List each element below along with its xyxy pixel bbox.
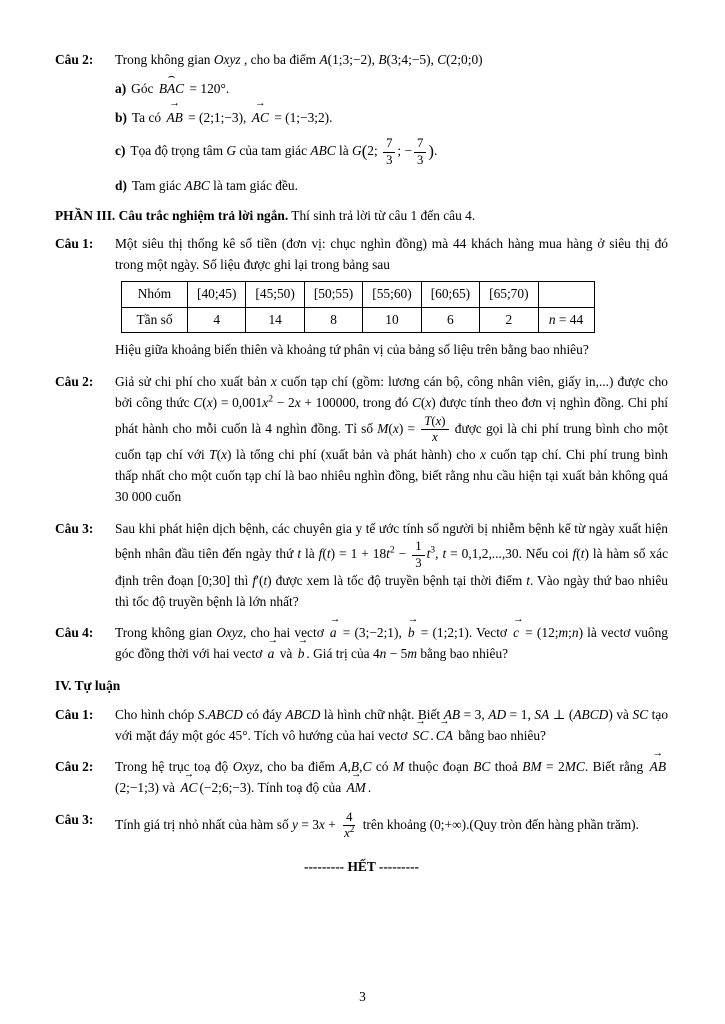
question-text: Tính giá trị nhỏ nhất của hàm số y = 3x + $\frac{4}{x^2}$ trên khoảng (0;+∞).(Quy tròn đến hàng phần trăm).	[115, 809, 639, 841]
statement-label: d)	[115, 177, 127, 193]
question-body	[115, 519, 668, 615]
statement-label: c)	[115, 143, 126, 159]
question-text: Trong không gian Oxyz, cho hai vectơ → a = (3;−2;1), → b = (1;2;1). Vectơ → c = (12;m;n) là vectơ vuông góc đồng thời với hai vectơ → a và → b . Giá trị của 4n − 5m bằng bao nhiêu?	[115, 623, 668, 665]
table-header-cell: [60;65)	[421, 281, 479, 307]
part4-header: IV. Tự luận	[55, 678, 121, 693]
question-number: Câu 1:	[55, 236, 94, 252]
page-number: 3	[359, 989, 366, 1005]
table-header-cell: [55;60)	[363, 281, 421, 307]
question-part3-cau2	[55, 372, 668, 509]
table-header-cell: Nhóm	[122, 281, 188, 307]
end-marker: --------- HẾT ---------	[304, 859, 419, 875]
question-text: Giả sử chi phí cho xuất bản x cuốn tạp chí (gồm: lương cán bộ, công nhân viên, giấy in,...) được cho bởi công thức $C(x) = 0,001x^2 - 2x + 100000$, trong đó C(x) được tính theo đơn vị nghìn đồng. Chi phí phát hành cho mỗi cuốn là 4 nghìn đồng. Tỉ số M(x) = $\frac{T(x)}{x}$ được gọi là chi phí trung bình cho một cuốn tạp chí với T(x) là tổng chi phí (xuất bản và phát hành) cho x cuốn tạp chí. Chi phí trung bình thấp nhất cho một cuốn tạp chí là bao nhiêu nghìn đồng, biết rằng nhu cầu hiện tại xuất bản không quá 30 000 cuốn	[115, 374, 669, 504]
question-number: Câu 2:	[55, 759, 94, 775]
statement-label: a)	[115, 80, 127, 96]
question-body	[115, 757, 668, 801]
table-row	[122, 307, 595, 333]
statement-b	[115, 108, 668, 129]
statement-d	[115, 176, 668, 197]
question-part4-cau3	[55, 810, 668, 844]
question-text: Một siêu thị thống kê số tiền (đơn vị: chục nghìn đồng) mà 44 khách hàng mua hàng ở siêu thị đó trong một ngày. Số liệu được ghi lại trong bảng sau	[115, 236, 668, 273]
question-text: Sau khi phát hiện dịch bệnh, các chuyên gia y tế ước tính số người bị nhiễm bệnh kể từ ngày xuất hiện bệnh nhân đầu tiên đến ngày thứ t là $f(t) = 1 + 18t^2$ − $\frac{1}{3}$ $t^3$, t = 0,1,2,...,30. Nếu coi f(t) là hàm số xác định trên đoạn [0;30] thì f′(t) được xem là tốc độ truyền bệnh tại thời điểm t. Vào ngày thứ bao nhiêu thì tốc độ truyền bệnh là lớn nhất?	[115, 520, 669, 609]
table-cell: Tần số	[122, 307, 188, 333]
question-part3-cau1	[55, 234, 668, 363]
question-number: Câu 4:	[55, 625, 94, 641]
table-header-cell	[538, 281, 594, 307]
table-header-cell: [40;45)	[188, 281, 246, 307]
table-header-cell: [65;70)	[480, 281, 538, 307]
statement-c	[115, 136, 668, 168]
table-header-cell: [50;55)	[304, 281, 362, 307]
question-text: Cho hình chóp S.ABCD có đáy ABCD là hình chữ nhật. Biết AB = 3, AD = 1, SA ⊥ (ABCD) và SC tạo với mặt đáy một góc 45°. Tích vô hướng của hai vectơ → SC . → CA bằng bao nhiêu?	[115, 705, 668, 747]
statement-text: Tam giác ABC là tam giác đều.	[131, 177, 298, 193]
table-cell: 6	[421, 307, 479, 333]
question-part3-cau3	[55, 519, 668, 615]
part3-header: PHẦN III. Câu trắc nghiệm trả lời ngắn. Thí sinh trả lời từ câu 1 đến câu 4.	[55, 207, 476, 223]
question-body	[115, 234, 668, 363]
question-text: Trong không gian Oxyz , cho ba điểm A(1;3;−2), B(3;4;−5), C(2;0;0)	[115, 52, 483, 67]
statement-label: b)	[115, 109, 127, 125]
question-text: Trong hệ trục toạ độ Oxyz, cho ba điểm A,B,C có M thuộc đoạn BC thoả BM = 2MC. Biết rằng → AB(2;−1;3) và → AC (−2;6;−3). Tính toạ độ của → AM .	[115, 757, 668, 799]
statement-a	[115, 79, 668, 100]
table-cell: 8	[304, 307, 362, 333]
question-body	[115, 705, 668, 749]
question-body	[115, 623, 668, 667]
table-cell: 2	[480, 307, 538, 333]
table-cell-n: n = 44	[538, 307, 594, 333]
frequency-table	[121, 281, 595, 334]
statement-text: Tọa độ trọng tâm G của tam giác ABC là G(2; $\frac{7}{3}$ ; − $\frac{7}{3}$ ).	[130, 136, 438, 167]
table-row	[122, 281, 595, 307]
question-number: Câu 1:	[55, 706, 94, 722]
question-text: Hiệu giữa khoảng biến thiên và khoảng tứ phân vị của bảng số liệu trên bằng bao nhiêu?	[115, 342, 589, 358]
question-number: Câu 3:	[55, 811, 94, 827]
question-part4-cau2	[55, 757, 668, 801]
statement-text: Ta có → AB = (2;1;−3), → AC = (1;−3;2).	[132, 110, 333, 125]
question-body	[115, 372, 668, 509]
question-body	[115, 50, 668, 197]
table-header-cell: [45;50)	[246, 281, 304, 307]
question-body	[115, 810, 668, 844]
question-part4-cau1	[55, 705, 668, 749]
statement-text: Góc ⌢ BAC = 120°.	[131, 81, 229, 96]
question-part2-cau2	[55, 50, 668, 197]
question-number: Câu 3:	[55, 520, 94, 536]
table-cell: 4	[188, 307, 246, 333]
question-number: Câu 2:	[55, 52, 94, 67]
question-number: Câu 2:	[55, 374, 94, 390]
table-cell: 10	[363, 307, 421, 333]
question-part3-cau4	[55, 623, 668, 667]
table-cell: 14	[246, 307, 304, 333]
